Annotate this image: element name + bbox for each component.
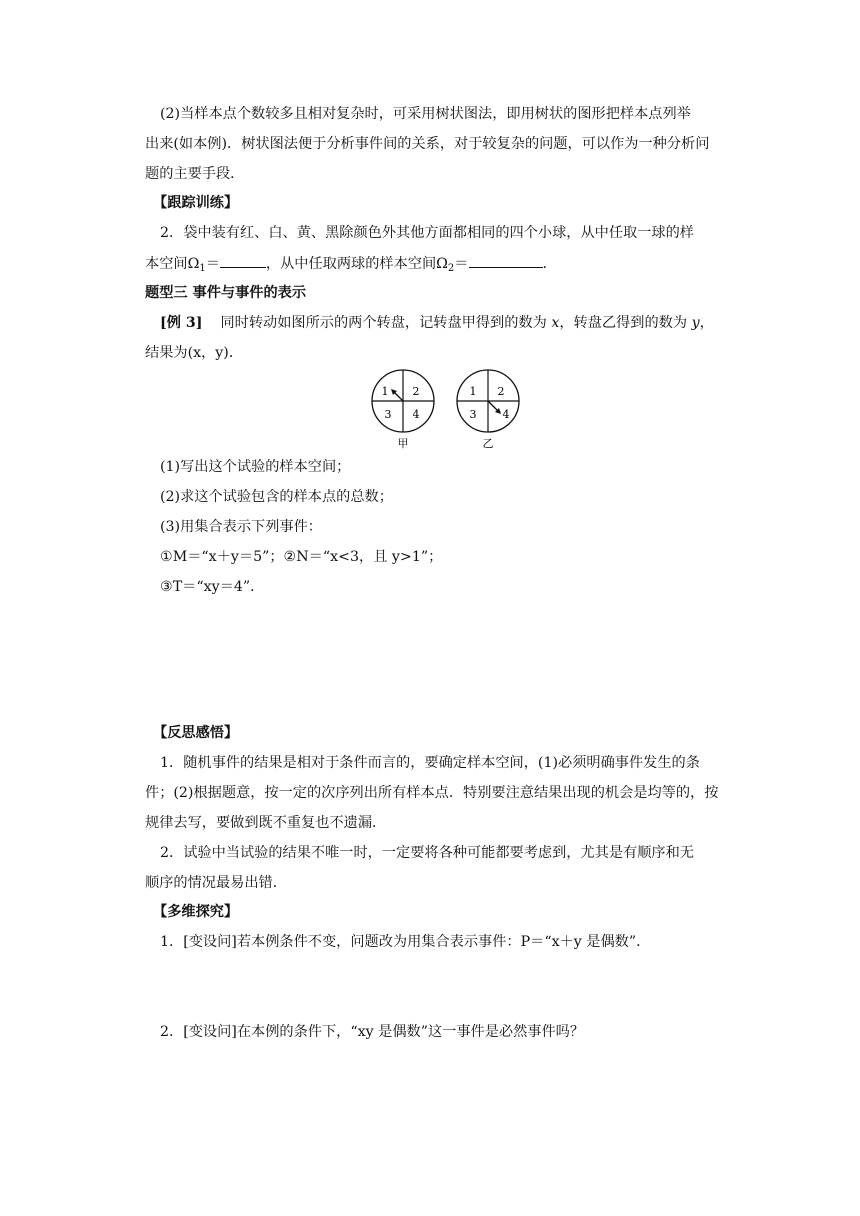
paragraph-line: 题的主要手段． <box>145 166 245 182</box>
dial-a <box>372 370 434 450</box>
dial-a-num: 3 <box>384 408 392 421</box>
example-tag: [例 3] <box>160 315 203 331</box>
section-heading-multi: 【多维探究】 <box>153 904 239 920</box>
variant-question: 1．[变设问]若本例条件不变，问题改为用集合表示事件：P＝“x＋y 是偶数”． <box>160 934 651 950</box>
paragraph-line: (2)当样本点个数较多且相对复杂时，可采用树状图法，即用树状的图形把样本点列举 <box>160 106 691 122</box>
answer-blank[interactable] <box>469 253 543 268</box>
text-span: 本空间Ω <box>145 256 200 272</box>
text-span: x <box>551 315 560 331</box>
paragraph-line: 顺序的情况最易出错． <box>145 875 287 891</box>
subquestion-line: (3)用集合表示下列事件： <box>160 519 322 535</box>
text-span: ，转盘乙得到的数为 <box>559 315 688 331</box>
dial-a-num: 2 <box>412 385 420 398</box>
section-heading-reflect: 【反思感悟】 <box>153 725 239 741</box>
dial-b-num: 3 <box>469 408 477 421</box>
paragraph-line: 规律去写，要做到既不重复也不遗漏． <box>145 815 387 831</box>
dial-b-num: 2 <box>497 385 505 398</box>
paragraph-line: 2．试验中当试验的结果不唯一时，一定要将各种可能都要考虑到，尤其是有顺序和无 <box>160 845 694 861</box>
example-line <box>160 313 750 333</box>
example-line: 结果为(x，y)． <box>145 345 244 361</box>
text-span: . <box>542 256 548 272</box>
dial-a-num: 4 <box>412 408 420 421</box>
text-span: y <box>691 315 700 331</box>
paragraph-line: 1．随机事件的结果是相对于条件而言的，要确定样本空间，(1)必须明确事件发生的条 <box>160 755 700 771</box>
question-line <box>145 253 735 279</box>
dial-b-label: 乙 <box>482 437 494 450</box>
section-heading-type3: 题型三 事件与事件的表示 <box>145 285 307 301</box>
section-heading-track: 【跟踪训练】 <box>153 195 239 211</box>
dial-b <box>457 370 519 450</box>
question-line: 2．袋中装有红、白、黄、黑除颜色外其他方面都相同的四个小球，从中任取一球的样 <box>160 225 694 241</box>
subquestion-line: (2)求这个试验包含的样本点的总数； <box>160 489 393 505</box>
subscript: 2 <box>447 263 455 274</box>
subscript: 1 <box>199 263 206 274</box>
subquestion-line: (1)写出这个试验的样本空间； <box>160 459 351 475</box>
text-span: ＝ <box>205 256 220 272</box>
event-line: ③T＝“xy＝4”． <box>160 579 265 595</box>
answer-blank[interactable] <box>220 253 266 268</box>
text-span: ，从中任取两球的样本空间Ω <box>265 256 448 272</box>
text-span: 同时转动如图所示的两个转盘，记转盘甲得到的数为 <box>220 315 547 331</box>
variant-question: 2．[变设问]在本例的条件下，“xy 是偶数”这一事件是必然事件吗？ <box>160 1024 585 1040</box>
dial-b-num: 4 <box>502 408 510 421</box>
dial-a-num: 1 <box>381 385 389 398</box>
text-span: ， <box>699 315 714 331</box>
dial-a-label: 甲 <box>397 437 409 450</box>
paragraph-line: 出来(如本例)．树状图法便于分析事件间的关系，对于较复杂的问题，可以作为一种分析问 <box>145 136 710 152</box>
spinner-figure <box>366 364 526 456</box>
event-line: ①M＝“x＋y＝5”；②N＝“x<3，且 y>1”； <box>160 549 443 565</box>
dial-b-num: 1 <box>469 385 477 398</box>
text-span: ＝ <box>454 256 469 272</box>
paragraph-line: 件；(2)根据题意，按一定的次序列出所有样本点．特别要注意结果出现的机会是均等的，按 <box>145 785 719 801</box>
